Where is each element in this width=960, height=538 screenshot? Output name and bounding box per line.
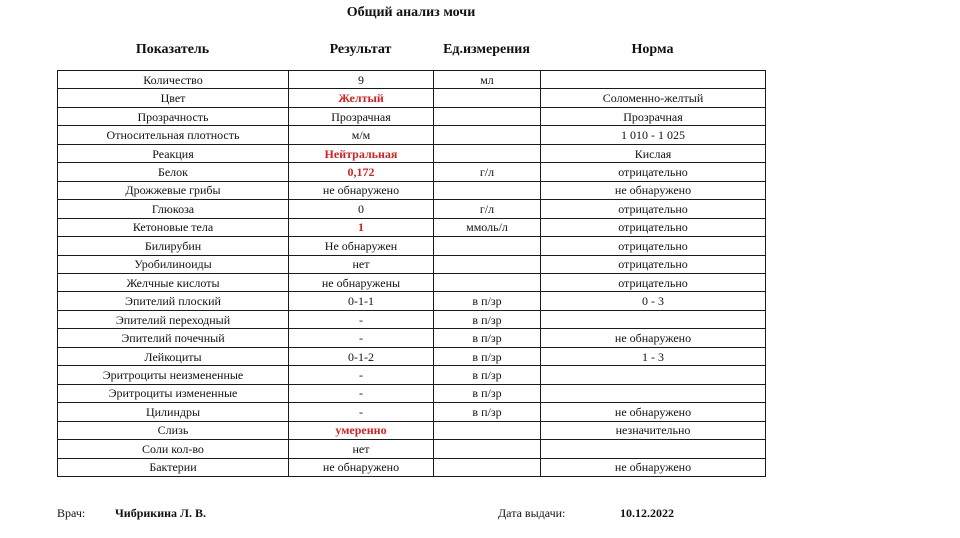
cell-unit: в п/зр xyxy=(434,403,541,421)
cell-norm: отрицательно xyxy=(541,200,766,218)
cell-unit: в п/зр xyxy=(434,310,541,328)
table-row xyxy=(58,163,766,181)
results-table xyxy=(57,70,766,477)
cell-result: 0,172 xyxy=(289,163,434,181)
cell-norm: не обнаружено xyxy=(541,329,766,347)
cell-result: Прозрачная xyxy=(289,107,434,125)
cell-unit: в п/зр xyxy=(434,329,541,347)
cell-parameter: Кетоновые тела xyxy=(58,218,289,236)
cell-unit: г/л xyxy=(434,200,541,218)
cell-norm: 0 - 3 xyxy=(541,292,766,310)
cell-norm xyxy=(541,384,766,402)
cell-unit: мл xyxy=(434,71,541,89)
cell-unit: в п/зр xyxy=(434,384,541,402)
cell-norm: отрицательно xyxy=(541,163,766,181)
cell-parameter: Эпителий переходный xyxy=(58,310,289,328)
cell-parameter: Уробилиноиды xyxy=(58,255,289,273)
table-row xyxy=(58,384,766,402)
table-row xyxy=(58,329,766,347)
cell-parameter: Реакция xyxy=(58,144,289,162)
cell-parameter: Слизь xyxy=(58,421,289,439)
column-header-result: Результат xyxy=(329,42,392,57)
cell-result: - xyxy=(289,403,434,421)
cell-norm xyxy=(541,440,766,458)
cell-unit xyxy=(434,181,541,199)
cell-result: не обнаружены xyxy=(289,273,434,291)
cell-parameter: Бактерии xyxy=(58,458,289,476)
cell-norm: 1 010 - 1 025 xyxy=(541,126,766,144)
cell-norm xyxy=(541,366,766,384)
cell-result: умеренно xyxy=(289,421,434,439)
table-row xyxy=(58,458,766,476)
cell-norm: Соломенно-желтый xyxy=(541,89,766,107)
cell-parameter: Белок xyxy=(58,163,289,181)
doctor-label: Врач: xyxy=(57,506,86,520)
doctor-name: Чибрикина Л. В. xyxy=(115,506,206,520)
cell-unit xyxy=(434,255,541,273)
cell-norm: отрицательно xyxy=(541,273,766,291)
table-row xyxy=(58,310,766,328)
cell-norm: отрицательно xyxy=(541,237,766,255)
table-row xyxy=(58,347,766,365)
table-row xyxy=(58,181,766,199)
cell-parameter: Желчные кислоты xyxy=(58,273,289,291)
cell-result: - xyxy=(289,310,434,328)
table-row xyxy=(58,218,766,236)
cell-unit xyxy=(434,107,541,125)
cell-parameter: Цвет xyxy=(58,89,289,107)
cell-parameter: Цилиндры xyxy=(58,403,289,421)
table-row xyxy=(58,126,766,144)
cell-result: не обнаружено xyxy=(289,181,434,199)
cell-unit xyxy=(434,144,541,162)
cell-unit xyxy=(434,273,541,291)
cell-parameter: Эпителий плоский xyxy=(58,292,289,310)
cell-parameter: Относительная плотность xyxy=(58,126,289,144)
table-row xyxy=(58,440,766,458)
cell-result: Желтый xyxy=(289,89,434,107)
cell-result: 1 xyxy=(289,218,434,236)
table-row xyxy=(58,200,766,218)
table-row xyxy=(58,292,766,310)
cell-unit: в п/зр xyxy=(434,347,541,365)
cell-result: - xyxy=(289,384,434,402)
document-footer xyxy=(0,506,960,526)
table-row xyxy=(58,237,766,255)
cell-norm: незначительно xyxy=(541,421,766,439)
cell-result: 0-1-2 xyxy=(289,347,434,365)
cell-parameter: Прозрачность xyxy=(58,107,289,125)
column-header-unit: Ед.измерения xyxy=(443,42,530,57)
cell-result: - xyxy=(289,366,434,384)
issue-date-label: Дата выдачи: xyxy=(498,506,566,520)
table-row xyxy=(58,89,766,107)
cell-result: - xyxy=(289,329,434,347)
cell-result: Нейтральная xyxy=(289,144,434,162)
cell-unit xyxy=(434,89,541,107)
cell-result: 0 xyxy=(289,200,434,218)
cell-norm: не обнаружено xyxy=(541,458,766,476)
cell-unit xyxy=(434,440,541,458)
cell-result: м/м xyxy=(289,126,434,144)
cell-norm: 1 - 3 xyxy=(541,347,766,365)
cell-unit xyxy=(434,237,541,255)
cell-parameter: Лейкоциты xyxy=(58,347,289,365)
document-title: Общий анализ мочи xyxy=(346,5,476,20)
cell-norm: Прозрачная xyxy=(541,107,766,125)
cell-parameter: Эритроциты неизмененные xyxy=(58,366,289,384)
column-header-parameter: Показатель xyxy=(135,42,210,57)
table-row xyxy=(58,107,766,125)
cell-norm xyxy=(541,310,766,328)
cell-result: не обнаружено xyxy=(289,458,434,476)
cell-norm: Кислая xyxy=(541,144,766,162)
column-header-norm: Норма xyxy=(631,42,674,57)
cell-result: Не обнаружен xyxy=(289,237,434,255)
cell-parameter: Эритроциты измененные xyxy=(58,384,289,402)
cell-unit xyxy=(434,458,541,476)
cell-norm: не обнаружено xyxy=(541,181,766,199)
cell-parameter: Соли кол-во xyxy=(58,440,289,458)
cell-result: 0-1-1 xyxy=(289,292,434,310)
cell-norm: отрицательно xyxy=(541,255,766,273)
cell-parameter: Эпителий почечный xyxy=(58,329,289,347)
table-row xyxy=(58,403,766,421)
cell-result: 9 xyxy=(289,71,434,89)
cell-norm: не обнаружено xyxy=(541,403,766,421)
cell-parameter: Билирубин xyxy=(58,237,289,255)
table-row xyxy=(58,273,766,291)
cell-unit: ммоль/л xyxy=(434,218,541,236)
cell-result: нет xyxy=(289,440,434,458)
cell-parameter: Дрожжевые грибы xyxy=(58,181,289,199)
table-row xyxy=(58,255,766,273)
table-row xyxy=(58,421,766,439)
cell-unit xyxy=(434,421,541,439)
cell-norm: отрицательно xyxy=(541,218,766,236)
cell-unit: в п/зр xyxy=(434,366,541,384)
cell-unit: г/л xyxy=(434,163,541,181)
cell-result: нет xyxy=(289,255,434,273)
issue-date-value: 10.12.2022 xyxy=(620,506,674,520)
cell-parameter: Количество xyxy=(58,71,289,89)
cell-parameter: Глюкоза xyxy=(58,200,289,218)
cell-norm xyxy=(541,71,766,89)
table-header-row xyxy=(57,42,765,58)
table-row xyxy=(58,144,766,162)
table-row xyxy=(58,71,766,89)
cell-unit xyxy=(434,126,541,144)
table-row xyxy=(58,366,766,384)
cell-unit: в п/зр xyxy=(434,292,541,310)
